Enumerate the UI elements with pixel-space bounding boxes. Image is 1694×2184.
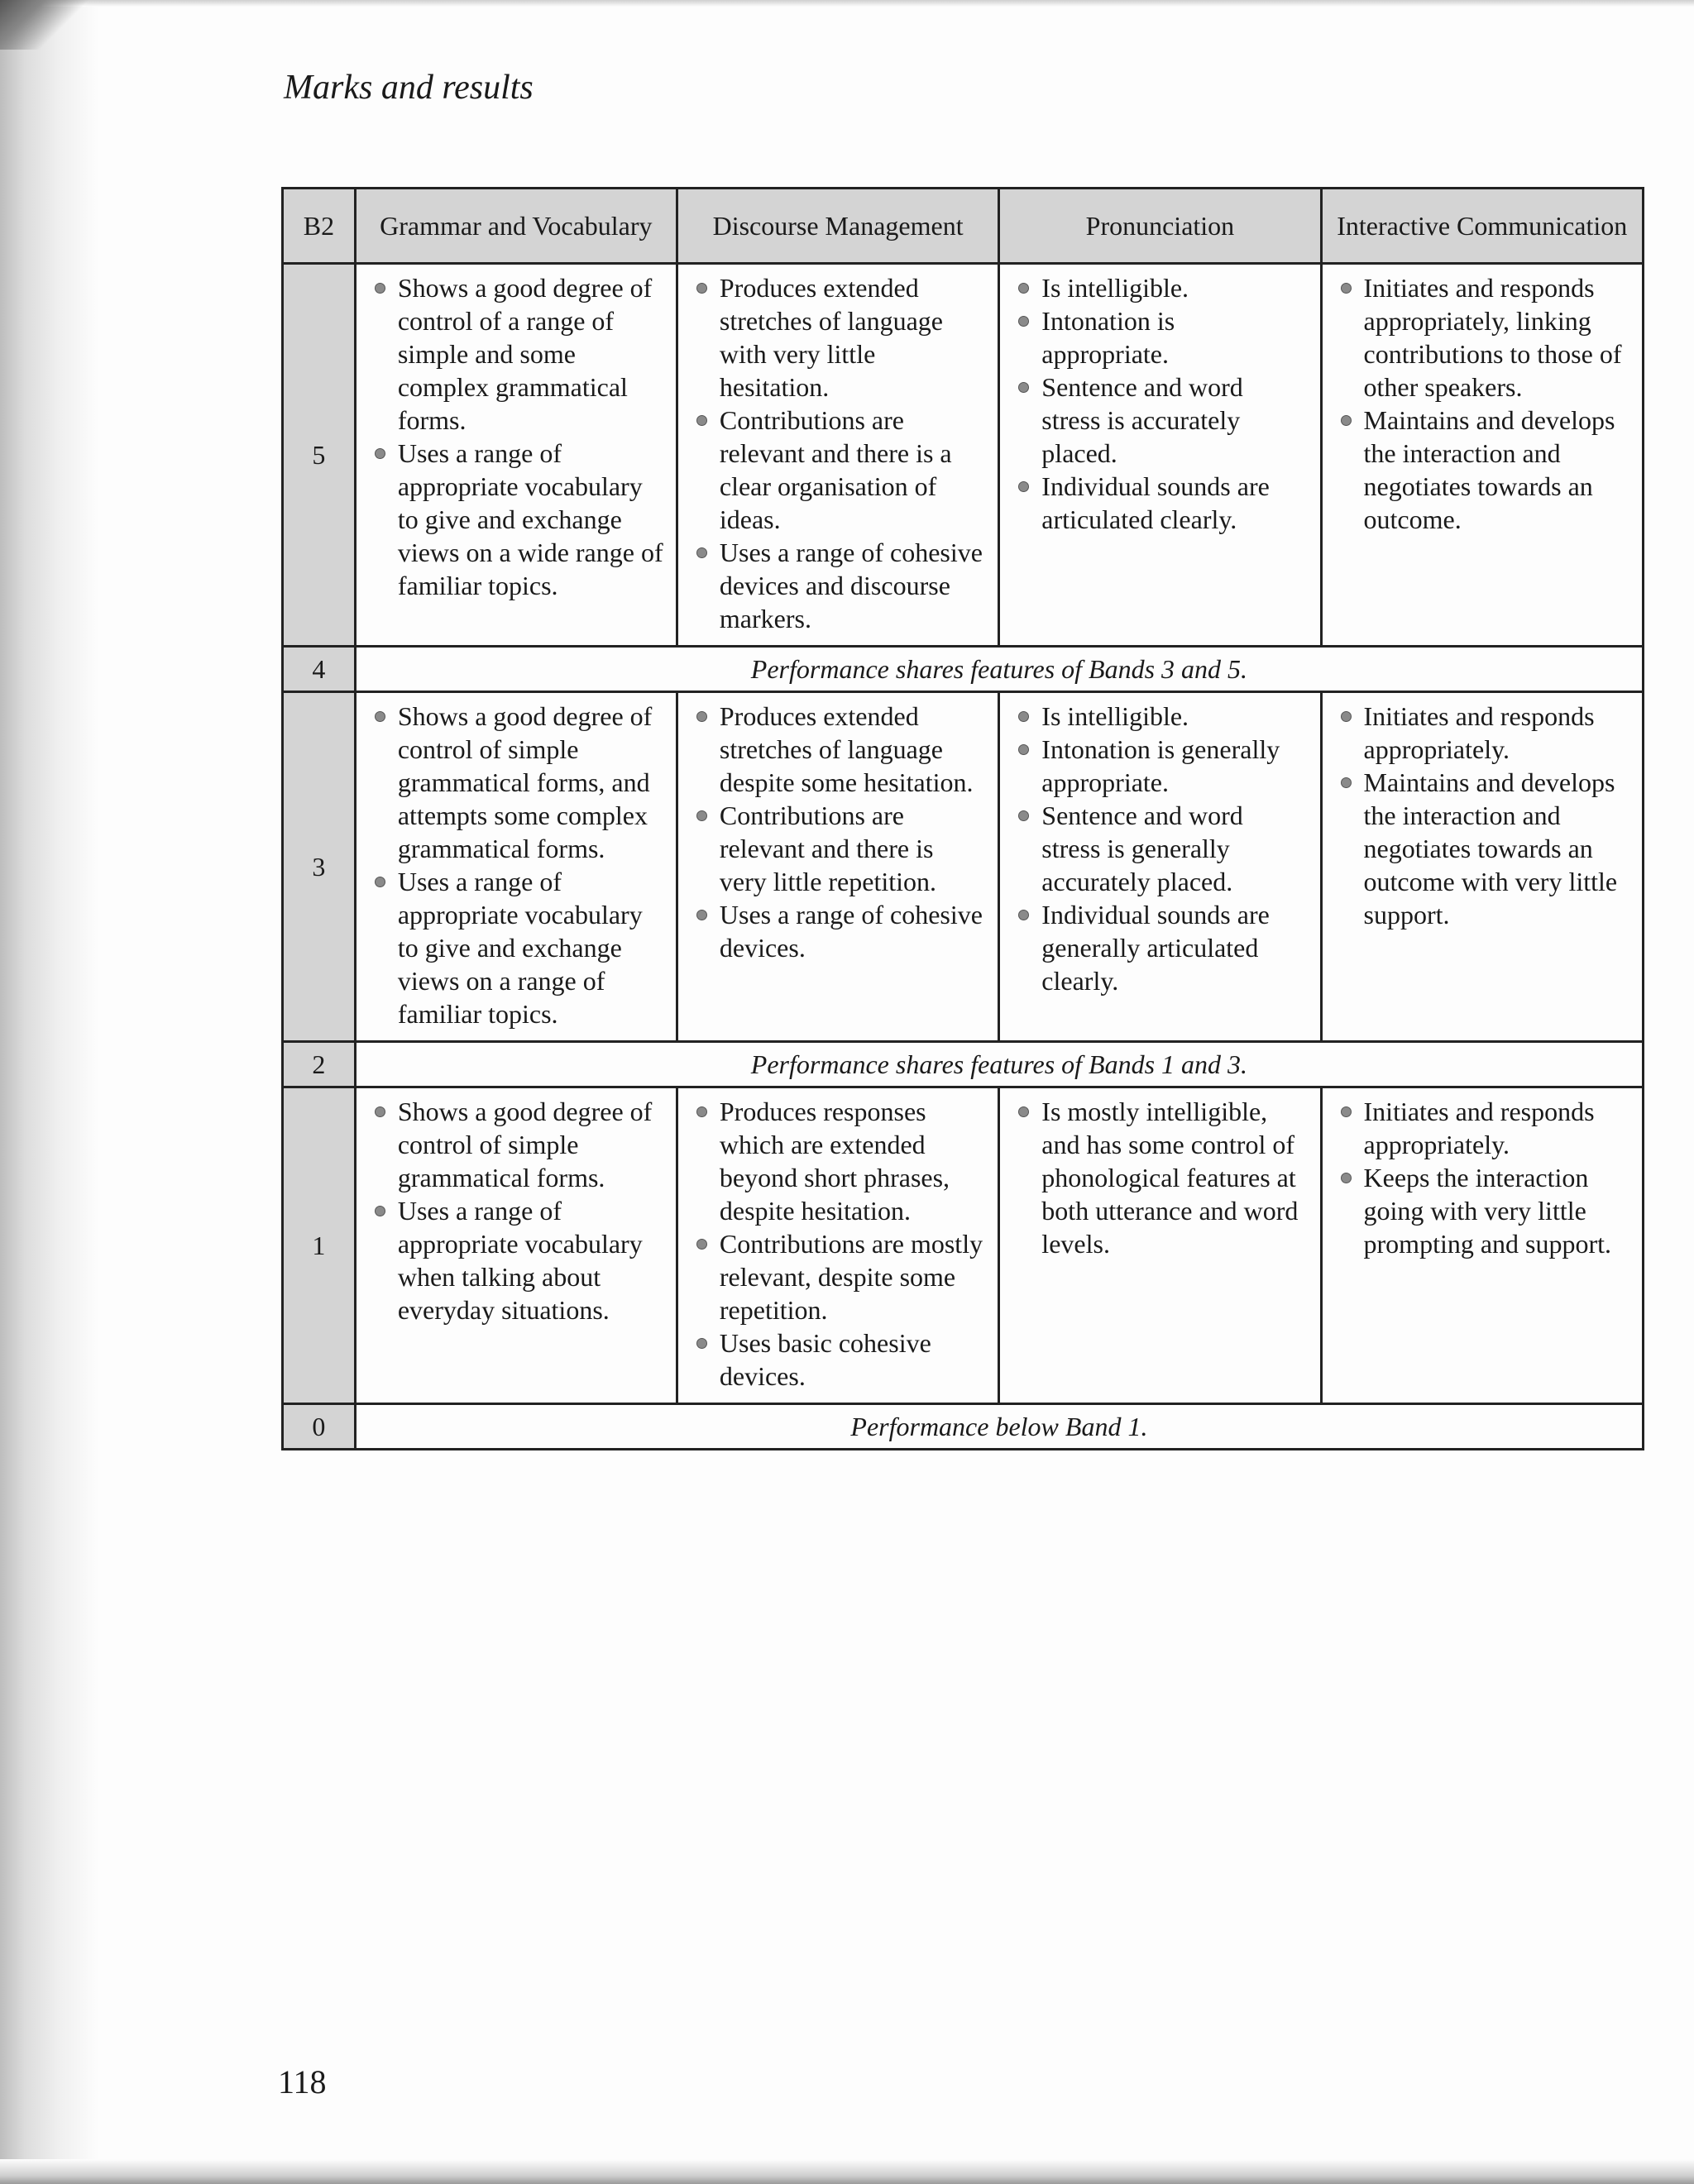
descriptor-item: Is intelligible. [1015, 271, 1308, 304]
descriptor-item: Contributions are relevant and there is very little repetition. [693, 799, 986, 898]
below-band-note: Performance below Band 1. [355, 1404, 1643, 1450]
descriptor-list [1337, 271, 1630, 536]
band-number: 3 [283, 692, 356, 1042]
band-number: 2 [283, 1042, 356, 1087]
descriptor-item: Uses basic cohesive devices. [693, 1326, 986, 1393]
descriptor-item: Uses a range of cohesive devices. [693, 898, 986, 964]
level-label: B2 [283, 189, 356, 264]
shared-features-note: Performance shares features of Bands 1 and 3. [355, 1042, 1643, 1087]
band-number: 0 [283, 1404, 356, 1450]
descriptor-item: Intonation is generally appropriate. [1015, 733, 1308, 799]
descriptor-item: Sentence and word stress is accurately placed. [1015, 370, 1308, 470]
descriptor-item: Shows a good degree of control of simple grammatical forms. [371, 1095, 664, 1194]
descriptor-cell-discourse [677, 264, 998, 647]
descriptor-list [693, 1095, 986, 1393]
band-row-3 [283, 692, 1644, 1042]
descriptor-item: Produces extended stretches of language despite some hesitation. [693, 700, 986, 799]
descriptor-list [693, 700, 986, 964]
descriptor-item: Intonation is appropriate. [1015, 304, 1308, 370]
descriptor-item: Initiates and responds appropriately. [1337, 700, 1630, 766]
descriptor-item: Uses a range of appropriate vocabulary to give and exchange views on a range of familiar topics. [371, 865, 664, 1030]
descriptor-cell-discourse [677, 1087, 998, 1404]
band-number: 1 [283, 1087, 356, 1404]
descriptor-list [371, 1095, 664, 1326]
descriptor-item: Contributions are mostly relevant, despite some repetition. [693, 1227, 986, 1326]
band-row-5 [283, 264, 1644, 647]
running-head: Marks and results [284, 69, 534, 107]
descriptor-list [371, 271, 664, 602]
descriptor-list [1015, 271, 1308, 536]
scan-bottom-edge [0, 2159, 1694, 2184]
descriptor-item: Uses a range of appropriate vocabulary when talking about everyday situations. [371, 1194, 664, 1326]
descriptor-list [693, 271, 986, 635]
descriptor-item: Individual sounds are articulated clearly. [1015, 470, 1308, 536]
band-row-1 [283, 1087, 1644, 1404]
descriptor-item: Initiates and responds appropriately. [1337, 1095, 1630, 1161]
descriptor-item: Uses a range of cohesive devices and discourse markers. [693, 536, 986, 635]
column-header-grammar: Grammar and Vocabulary [355, 189, 677, 264]
band-number: 5 [283, 264, 356, 647]
column-header-pronunciation: Pronunciation [999, 189, 1321, 264]
descriptor-item: Is mostly intelligible, and has some control of phonological features at both utterance and word levels. [1015, 1095, 1308, 1260]
descriptor-item: Is intelligible. [1015, 700, 1308, 733]
page-number: 118 [278, 2063, 327, 2100]
shared-features-note: Performance shares features of Bands 3 and 5. [355, 647, 1643, 692]
descriptor-item: Produces responses which are extended beyond short phrases, despite hesitation. [693, 1095, 986, 1227]
scan-corner-shadow [0, 0, 99, 50]
band-number: 4 [283, 647, 356, 692]
band-row-4 [283, 647, 1644, 692]
descriptor-cell-interactive [1321, 1087, 1643, 1404]
column-header-interactive: Interactive Communication [1321, 189, 1643, 264]
descriptor-cell-pronunciation [999, 692, 1321, 1042]
descriptor-cell-interactive [1321, 692, 1643, 1042]
descriptor-item: Produces extended stretches of language with very little hesitation. [693, 271, 986, 404]
descriptor-cell-grammar [355, 692, 677, 1042]
descriptor-cell-pronunciation [999, 1087, 1321, 1404]
descriptor-list [1337, 700, 1630, 931]
descriptor-cell-pronunciation [999, 264, 1321, 647]
descriptor-list [1337, 1095, 1630, 1260]
descriptor-item: Uses a range of appropriate vocabulary to give and exchange views on a wide range of familiar topics. [371, 437, 664, 602]
descriptor-list [371, 700, 664, 1030]
column-header-discourse: Discourse Management [677, 189, 998, 264]
descriptor-list [1015, 700, 1308, 997]
band-row-0 [283, 1404, 1644, 1450]
descriptor-item: Contributions are relevant and there is a clear organisation of ideas. [693, 404, 986, 536]
descriptor-item: Sentence and word stress is generally accurately placed. [1015, 799, 1308, 898]
descriptor-item: Keeps the interaction going with very little prompting and support. [1337, 1161, 1630, 1260]
descriptor-cell-interactive [1321, 264, 1643, 647]
scan-top-edge [0, 0, 1694, 7]
descriptor-item: Individual sounds are generally articulated clearly. [1015, 898, 1308, 997]
descriptor-list [1015, 1095, 1308, 1260]
assessment-rubric-table [281, 187, 1644, 1450]
scan-left-edge [0, 0, 99, 2184]
descriptor-cell-grammar [355, 1087, 677, 1404]
descriptor-item: Shows a good degree of control of a range of simple and some complex grammatical forms. [371, 271, 664, 437]
descriptor-cell-discourse [677, 692, 998, 1042]
descriptor-item: Maintains and develops the interaction and negotiates towards an outcome. [1337, 404, 1630, 536]
band-row-2 [283, 1042, 1644, 1087]
header-row [283, 189, 1644, 264]
descriptor-cell-grammar [355, 264, 677, 647]
descriptor-item: Initiates and responds appropriately, linking contributions to those of other speakers. [1337, 271, 1630, 404]
descriptor-item: Maintains and develops the interaction and negotiates towards an outcome with very little support. [1337, 766, 1630, 931]
descriptor-item: Shows a good degree of control of simple grammatical forms, and attempts some complex grammatical forms. [371, 700, 664, 865]
